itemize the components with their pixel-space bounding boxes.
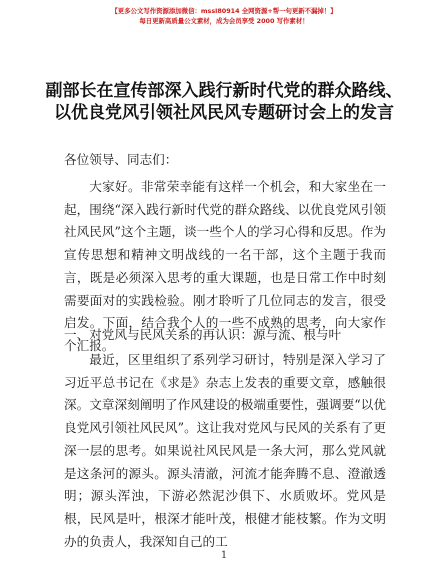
promo-line-2: 每日更新高质量公文素材，成为会员享受 2000 写作素材！ [139,17,309,25]
page-number: 1 [220,550,228,561]
paragraph-1: 大家好。非常荣幸能有这样一个机会，和大家坐在一起，围绕“深入践行新时代党的群众路线、以优良党风引领社风民风”这个主题，谈一些个人的学习心得和反思。作为宣传思想和精神文明战线的一名干部，这个主题于我而言，既是必须深入思考的重大课题，也是日常工作中时刻需要面对的实践检验。刚才聆听了几位同志的发言，很受启发。下面，结合我个人的一些不成熟的思考，向大家作个汇报。 [64,179,386,353]
salutation: 各位领导、同志们： [64,152,178,167]
paragraph-2: 最近，区里组织了系列学习研讨，特别是深入学习了习近平总书记在《求是》杂志上发表的重要文章，感触很深。文章深刻阐明了作风建设的极端重要性，强调要“以优良党风引领社风民风”。这让我对党风与民风的关系有了更深一层的思考。如果说社风民风是一条大河，那么党风就是这条河的源头。源头清澈，河流才能奔腾不息、澄澈透明；源头浑浊，下游必然泥沙俱下、水质败坏。党风是根，民风是叶，根深才能叶茂，根健才能枝繁。作为文明办的负责人，我深知自己的工 [64,352,386,549]
promo-banner [0,6,448,26]
section-heading-1: 一、对党风与民风关系的再认识：源与流、根与叶 [64,327,342,342]
promo-line-1: 【更多公文写作资源添加微信：mssl80914 全网资源+帮一句更新不漏掉！】 [111,7,337,15]
document-title: 副部长在宣传部深入践行新时代党的群众路线、以优良党风引领社风民风专题研讨会上的发言 [45,81,403,123]
